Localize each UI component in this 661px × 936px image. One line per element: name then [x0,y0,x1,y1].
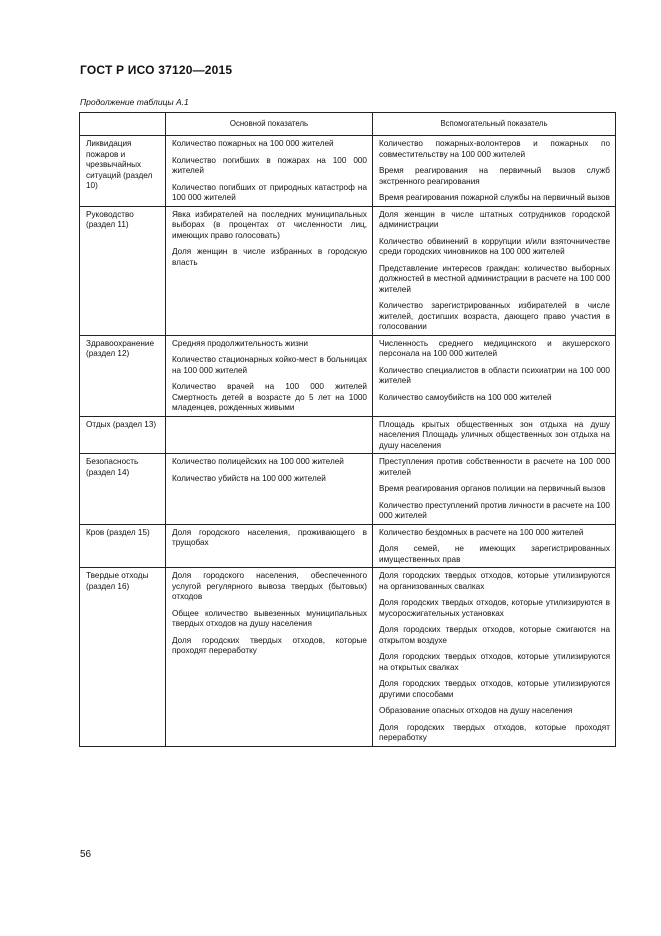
aux-indicator: Доля городских твердых отходов, которые утилизируются на открытых свалках [379,652,610,672]
aux-indicator: Численность среднего медицинского и акушерского персонала на 100 000 жителей [379,338,610,358]
aux-indicator: Образование опасных отходов на душу населения [379,706,573,715]
table-row [80,416,616,454]
main-indicator: Количество погибших в пожарах на 100 000 жителей [172,155,367,175]
main-cell [166,206,373,335]
main-cell [166,454,373,525]
aux-indicator: Доля семей, не имеющих зарегистрированных имущественных прав [379,544,610,564]
aux-indicator: Количество пожарных-волонтеров и пожарных по совместительству на 100 000 жителей [379,139,610,159]
section-cell: Здравоохранение (раздел 12) [80,335,166,416]
main-indicator: Количество погибших от природных катастроф на 100 000 жителей [172,182,367,202]
main-indicator: Доля городского населения, проживающего в трущобах [172,527,367,547]
header-main-indicator: Основной показатель [166,113,373,136]
aux-indicator: Представление интересов граждан: количество выборных должностей в местной администрации в расчете на 100 000 жителей [379,263,610,294]
aux-cell [373,568,616,747]
section-cell: Безопасность (раздел 14) [80,454,166,525]
aux-cell [373,136,616,207]
aux-indicator: Доля городских твердых отходов, которые утилизируются другими способами [379,679,610,699]
aux-indicator: Доля женщин в числе штатных сотрудников городской администрации [379,209,610,229]
main-cell [166,416,373,454]
section-cell: Ликвидация пожаров и чрезвычайных ситуаций (раздел 10) [80,136,166,207]
table-header-row [80,113,616,136]
aux-cell [373,335,616,416]
aux-indicator: Количество самоубийств на 100 000 жителей [379,392,552,402]
aux-indicator: Доля городских твердых отходов, которые проходят переработку [379,722,610,742]
section-cell: Руководство (раздел 11) [80,206,166,335]
main-cell [166,568,373,747]
main-indicator: Доля женщин в числе избранных в городскую власть [172,247,367,267]
table-row [80,454,616,525]
aux-indicator: Количество преступлений против личности в расчете на 100 000 жителей [379,500,610,520]
aux-indicator: Время реагирования пожарной службы на первичный вызов [379,193,610,202]
aux-indicator: Доля городских твердых отходов, которые сжигаются на открытом воздухе [379,625,610,645]
aux-indicator: Площадь крытых общественных зон отдыха на душу населения Площадь уличных общественных зон отдыха на душу населения [379,419,610,450]
aux-cell [373,206,616,335]
aux-cell [373,416,616,454]
aux-indicator: Количество обвинений в коррупции и/или взяточничестве среди городских чиновников на 100 000 жителей [379,236,610,256]
main-indicator: Явка избирателей на последних муниципальных выборах (в процентах от численности лиц, имеющих право голосовать) [172,209,367,240]
table-row [80,206,616,335]
main-cell [166,136,373,207]
aux-indicator: Преступления против собственности в расчете на 100 000 жителей [379,457,610,477]
aux-indicator: Количество бездомных в расчете на 100 000 жителей [379,527,584,537]
main-indicator: Доля городского населения, обеспеченного услугой регулярного вывоза твердых (бытовых) отходов [172,571,367,601]
section-cell: Отдых (раздел 13) [80,416,166,454]
aux-indicator: Время реагирования органов полиции на первичный вызов [379,484,606,493]
table-continuation-label: Продолжение таблицы А.1 [80,97,189,107]
main-indicator: Количество врачей на 100 000 жителей Смертность детей в возрасте до 5 лет на 1000 младенцев, рожденных живыми [172,382,367,412]
main-indicator: Средняя продолжительность жизни [172,338,308,348]
main-indicator: Количество полицейских на 100 000 жителей [172,457,344,466]
main-cell [166,524,373,568]
section-cell: Кров (раздел 15) [80,524,166,568]
table-row [80,524,616,568]
aux-indicator: Время реагирования на первичный вызов служб экстренного реагирования [379,166,610,186]
document-title: ГОСТ Р ИСО 37120—2015 [80,63,233,77]
header-section [80,113,166,136]
aux-indicator: Доля городских твердых отходов, которые утилизируются в мусоросжигательных установках [379,598,610,618]
page-number: 56 [80,849,92,860]
aux-cell [373,454,616,525]
table-row [80,136,616,207]
main-indicator: Количество пожарных на 100 000 жителей [172,139,334,148]
main-indicator: Общее количество вывезенных муниципальных твердых отходов на душу населения [172,608,367,628]
main-indicator: Доля городских твердых отходов, которые проходят переработку [172,635,367,655]
aux-cell [373,524,616,568]
aux-indicator: Количество зарегистрированных избирателей в числе жителей, достигших возраста, дающего право участия в голосовании [379,301,610,331]
table-row [80,335,616,416]
aux-indicator: Количество специалистов в области психиатрии на 100 000 жителей [379,365,610,385]
main-cell [166,335,373,416]
table-row [80,568,616,747]
section-cell: Твердые отходы (раздел 16) [80,568,166,747]
indicators-table [79,112,616,747]
main-indicator: Количество убийств на 100 000 жителей [172,473,326,483]
header-aux-indicator: Вспомогательный показатель [373,113,616,136]
aux-indicator: Доля городских твердых отходов, которые утилизируются на организованных свалках [379,571,610,591]
main-indicator: Количество стационарных койко-мест в больницах на 100 000 жителей [172,355,367,375]
